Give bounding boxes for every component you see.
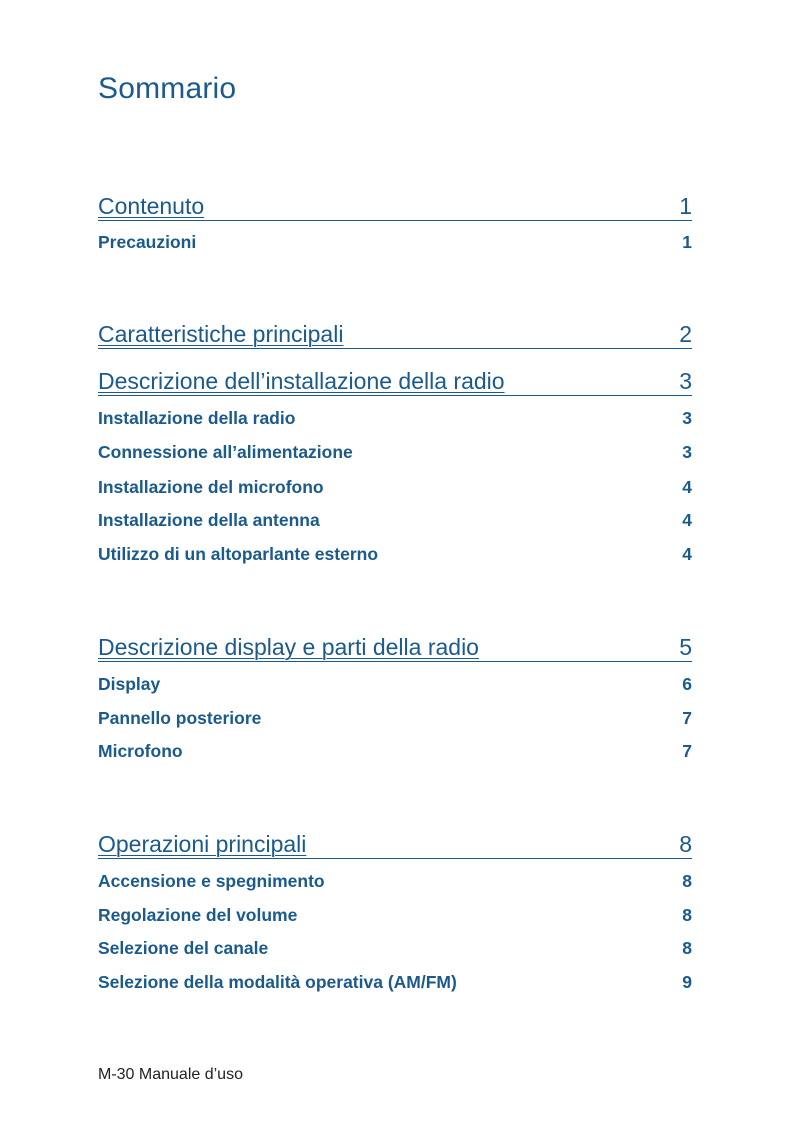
toc-entry-title: Precauzioni <box>98 232 197 252</box>
toc-entry-title: Accensione e spegnimento <box>98 871 325 891</box>
toc-entry-title: Regolazione del volume <box>98 905 298 925</box>
toc-entry-installazione-radio[interactable] <box>98 407 692 429</box>
toc-entry-title: Installazione della antenna <box>98 510 320 530</box>
toc-page-number: 5 <box>679 634 692 660</box>
toc-entry-microfono[interactable] <box>98 740 692 762</box>
toc-entry-title: Utilizzo di un altoparlante esterno <box>98 544 379 564</box>
toc-page-number: 3 <box>682 408 692 428</box>
toc-entry-precauzioni[interactable] <box>98 231 692 253</box>
toc-page-number: 8 <box>682 938 692 958</box>
toc-entry-title: Selezione della modalità operativa (AM/FM) <box>98 972 457 992</box>
toc-page-number: 7 <box>682 708 692 728</box>
toc-page-number: 7 <box>682 741 692 761</box>
toc-section-title: Descrizione display e parti della radio <box>98 634 479 660</box>
toc-page-number: 3 <box>679 368 692 394</box>
toc-entry-title: Selezione del canale <box>98 938 269 958</box>
toc-section-title: Caratteristiche principali <box>98 321 344 347</box>
toc-page-number: 3 <box>682 442 692 462</box>
toc-page-number: 1 <box>679 193 692 219</box>
toc-entry-pannello-posteriore[interactable] <box>98 707 692 729</box>
toc-section-contenuto[interactable] <box>98 193 692 221</box>
toc-page-number: 4 <box>682 477 692 497</box>
toc-entry-modalita[interactable] <box>98 971 692 993</box>
toc-entry-canale[interactable] <box>98 937 692 959</box>
toc-entry-connessione-alimentazione[interactable] <box>98 441 692 463</box>
toc-page-number: 8 <box>682 905 692 925</box>
toc-section-title: Contenuto <box>98 193 205 219</box>
page-footer: M-30 Manuale d’uso <box>98 1066 243 1083</box>
toc-page-number: 8 <box>679 831 692 857</box>
toc-page-number: 9 <box>682 972 692 992</box>
toc-page-number: 4 <box>682 510 692 530</box>
toc-entry-title: Pannello posteriore <box>98 708 262 728</box>
toc-entry-altoparlante-esterno[interactable] <box>98 543 692 565</box>
page-title: Sommario <box>98 72 237 105</box>
toc-page-number: 4 <box>682 544 692 564</box>
toc-section-title: Operazioni principali <box>98 831 307 857</box>
toc-section-caratteristiche[interactable] <box>98 321 692 349</box>
toc-entry-title: Installazione del microfono <box>98 477 324 497</box>
toc-entry-title: Connessione all’alimentazione <box>98 442 353 462</box>
toc-entry-title: Installazione della radio <box>98 408 296 428</box>
toc-page-number: 1 <box>682 232 692 252</box>
toc-entry-display[interactable] <box>98 673 692 695</box>
toc-entry-installazione-antenna[interactable] <box>98 509 692 531</box>
toc-section-display-parti[interactable] <box>98 634 692 662</box>
toc-page-number: 2 <box>679 321 692 347</box>
toc-section-installazione[interactable] <box>98 368 692 396</box>
toc-entry-volume[interactable] <box>98 904 692 926</box>
toc-section-operazioni[interactable] <box>98 831 692 859</box>
toc-entry-installazione-microfono[interactable] <box>98 476 692 498</box>
toc-page-number: 6 <box>682 674 692 694</box>
toc-entry-title: Microfono <box>98 741 183 761</box>
toc-entry-accensione[interactable] <box>98 870 692 892</box>
toc-entry-title: Display <box>98 674 161 694</box>
toc-page-number: 8 <box>682 871 692 891</box>
toc-section-title: Descrizione dell’installazione della radio <box>98 368 505 394</box>
